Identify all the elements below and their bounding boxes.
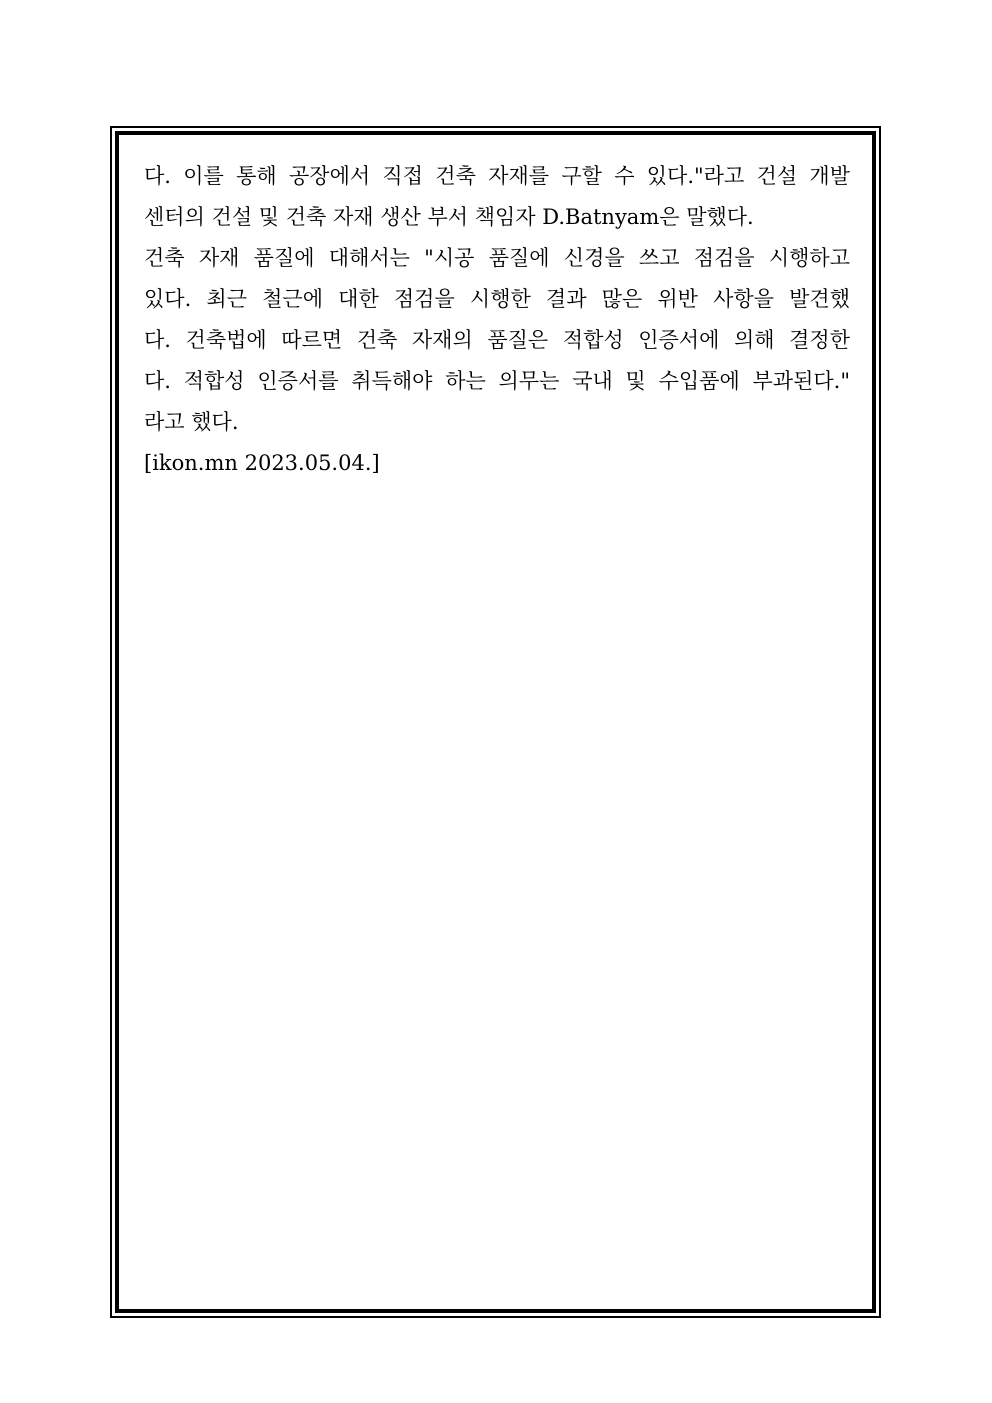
text-line: 있다. 최근 철근에 대한 점검을 시행한 결과 많은 위반 사항을 발견했 <box>144 287 850 311</box>
text-line: 다. 건축법에 따르면 건축 자재의 품질은 적합성 인증서에 의해 결정한 <box>144 328 850 352</box>
article-body <box>144 156 850 484</box>
text-line: 다. 적합성 인증서를 취득해야 하는 의무는 국내 및 수입품에 부과된다." <box>144 369 850 393</box>
text-line: 건축 자재 품질에 대해서는 "시공 품질에 신경을 쓰고 점검을 시행하고 <box>144 246 850 270</box>
text-line: 라고 했다. <box>144 410 239 434</box>
text-line: 센터의 건설 및 건축 자재 생산 부서 책임자 D.Batnyam은 말했다. <box>144 205 754 229</box>
text-line: 다. 이를 통해 공장에서 직접 건축 자재를 구할 수 있다."라고 건설 개발 <box>144 164 850 188</box>
source-citation: [ikon.mn 2023.05.04.] <box>144 451 380 475</box>
